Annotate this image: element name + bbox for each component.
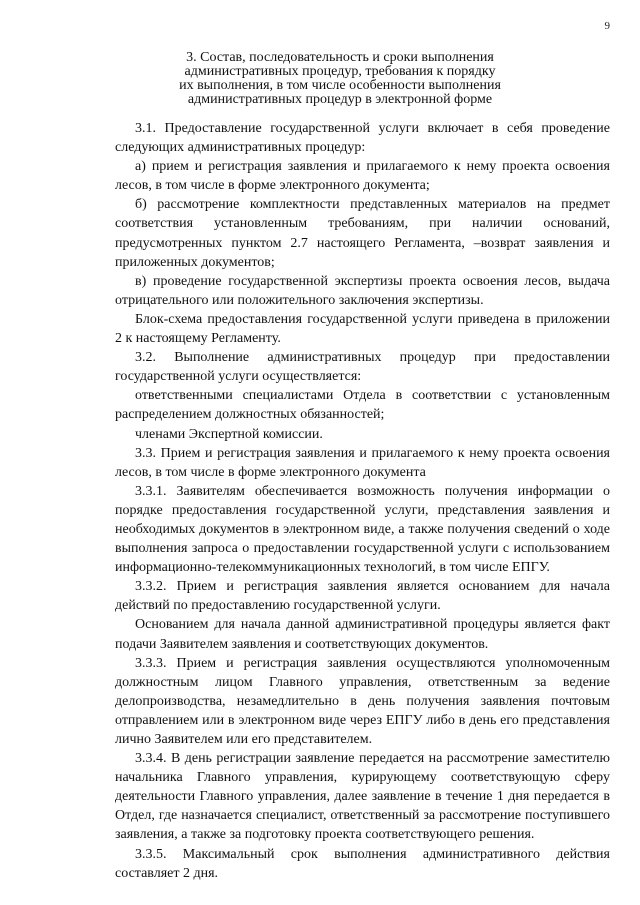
paragraph-3-3-1: 3.3.1. Заявителям обеспечивается возможность получения информации о порядке предоставления государственной услуги, представления заявления и необходимых документов в электронном виде, а также получения сведений о ходе выполнения запроса о предоставлении государственной услуги с использованием информационно-телекоммуникационных технологий, в том числе ЕПГУ. xyxy=(115,483,610,576)
paragraph-commission: членами Экспертной комиссии. xyxy=(135,426,323,442)
paragraph-item-a: а) прием и регистрация заявления и прилагаемого к нему проекта освоения лесов, в том числе в форме электронного документа; xyxy=(115,159,610,194)
paragraph-basis: Основанием для начала данной административной процедуры является факт подачи Заявителем заявления и соответствующих документов. xyxy=(115,617,610,652)
paragraph-3-3-3: 3.3.3. Прием и регистрация заявления осуществляются уполномоченным должностным лицом Главного управления, ответственным за ведение делопроизводства, незамедлительно в день получения заявления почтовым отправлением или в электронном виде через ЕПГУ либо в день его представления лично Заявителем или его представителем. xyxy=(115,655,610,747)
paragraph-item-v: в) проведение государственной экспертизы проекта освоения лесов, выдача отрицательного или положительного заключения экспертизы. xyxy=(115,273,610,308)
section-heading-line: административных процедур в электронной форме xyxy=(187,92,493,107)
document-body xyxy=(115,119,610,883)
paragraph-specialists: ответственными специалистами Отдела в соответствии с установленным распределением должностных обязанностей; xyxy=(115,388,610,423)
section-heading-line: административных процедур, требования к порядку xyxy=(184,64,496,79)
paragraph-3-1: 3.1. Предоставление государственной услуги включает в себя проведение следующих административных процедур: xyxy=(115,121,610,156)
section-heading-line: их выполнения, в том числе особенности выполнения xyxy=(179,78,501,93)
section-heading xyxy=(140,51,540,107)
paragraph-item-b: б) рассмотрение комплектности представленных материалов на предмет соответствия установленным требованиям, при наличии оснований, предусмотренных пунктом 2.7 настоящего Регламента, –возврат заявления и приложенных документов; xyxy=(115,197,610,270)
paragraph-block-scheme: Блок-схема предоставления государственной услуги приведена в приложении 2 к настоящему Регламенту. xyxy=(115,311,610,347)
paragraph-3-3-2: 3.3.2. Прием и регистрация заявления является основанием для начала действий по предоставлению государственной услуги. xyxy=(115,579,610,614)
paragraph-3-3-4: 3.3.4. В день регистрации заявление передается на рассмотрение заместителю начальника Главного управления, курирующему соответствующую сферу деятельности Главного управления, далее заявление в течение 1 дня передается в Отдел, где назначается специалист, ответственный за рассмотрение поступившего заявления, а также за подготовку проекта соответствующего решения. xyxy=(115,751,610,843)
section-heading-line: 3. Состав, последовательность и сроки выполнения xyxy=(186,50,494,65)
page-number: 9 xyxy=(604,20,610,32)
paragraph-3-3-5: 3.3.5. Максимальный срок выполнения административного действия составляет 2 дня. xyxy=(115,846,610,881)
paragraph-3-2: 3.2. Выполнение административных процедур при предоставлении государственной услуги осуществляется: xyxy=(115,350,610,385)
paragraph-3-3: 3.3. Прием и регистрация заявления и прилагаемого к нему проекта освоения лесов, в том числе в форме электронного документа xyxy=(115,445,610,480)
